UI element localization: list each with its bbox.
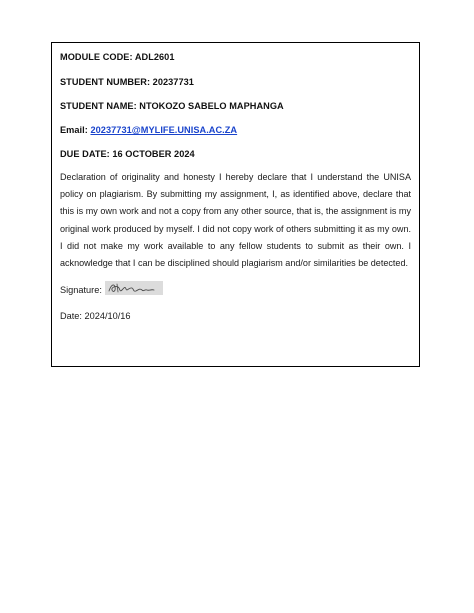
email-line <box>60 125 411 136</box>
email-link[interactable]: 20237731@MYLIFE.UNISA.AC.ZA <box>90 125 238 135</box>
student-name: STUDENT NAME: NTOKOZO SABELO MAPHANGA <box>60 101 284 111</box>
email-label: Email: <box>60 125 91 135</box>
signature-row <box>60 281 411 299</box>
declaration-text: Declaration of originality and honesty I hereby declare that I understand the UNISA policy on plagiarism. By submitting my assignment, I, as identified above, declare that this is my own work and not a copy from any other source, that is, the assignment is my original work produced by myself. I did not copy work of others submitting it as my own. I did not make my work available to any fellow students to submit as their own. I acknowledge that I can be disciplined should plagiarism and/or similarities be detected. <box>60 172 411 269</box>
signature-image <box>105 281 163 295</box>
due-date: DUE DATE: 16 OCTOBER 2024 <box>60 149 195 159</box>
handwritten-signature-icon <box>105 281 163 295</box>
module-code: MODULE CODE: ADL2601 <box>60 52 175 62</box>
student-number: STUDENT NUMBER: 20237731 <box>60 77 194 87</box>
date-line: Date: 2024/10/16 <box>60 311 131 322</box>
signature-label: Signature: <box>60 285 102 296</box>
declaration-box <box>51 42 420 367</box>
